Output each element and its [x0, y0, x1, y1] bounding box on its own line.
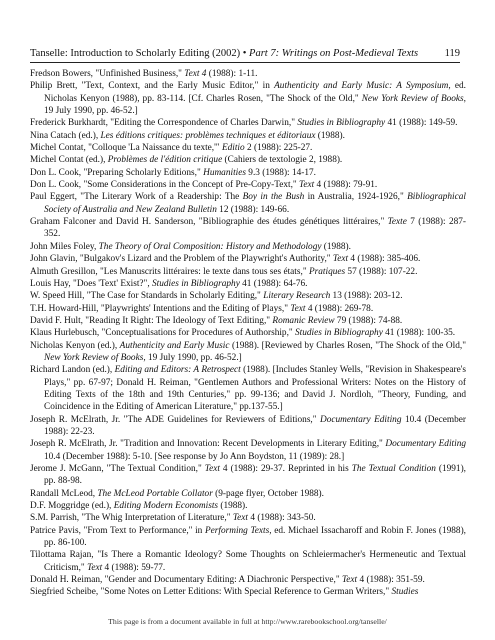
reference-entry [30, 266, 466, 278]
reference-text: Patrice Pavis, "From Text to Performance," in [30, 525, 205, 536]
reference-text: John Miles Foley, [30, 241, 99, 252]
reference-text: Philip Brett, "Text, Context, and the Early Music Editor," in [30, 81, 275, 92]
reference-text: (1988). [218, 501, 248, 512]
reference-title-italic: Editing Modern Economists [113, 501, 219, 512]
reference-title-italic: Documentary Editing [320, 414, 402, 425]
reference-text: David F. Hult, "Reading It Right: The Ideology of Text Editing," [30, 315, 273, 326]
reference-title-italic: Authenticity and Early Music [119, 340, 230, 351]
reference-title-italic: Text [204, 464, 220, 474]
reference-text: Joseph R. McElrath, Jr. "Tradition and Innovation: Recent Developments in Literary Editing," [30, 439, 386, 450]
reference-text: , ed. Nicholas Kenyon (1988), pp. 83-114. [Cf. Charles Rosen, "The Shock of the Old," [44, 81, 466, 104]
reference-entry [30, 525, 466, 550]
reference-text: (1991), pp. 88-98. [44, 464, 466, 487]
reference-title-italic: Les éditions critiques: problèmes techniques et éditoriaux [100, 130, 316, 141]
reference-text: (1988). [Includes Stanley Wells, "Revision in Shakespeare's Plays," pp. 67-97; Donald H. Reiman, "Gentlemen Authors and Professional Writers: Notes on the History of Editing Texts of the 18th and 19th Centuries," pp. 99-136; and David J. Nordloh, "Theory, Funding, and Coincidence in the Editing of American Literature," pp.137-55.] [44, 365, 467, 413]
reference-text: 79 (1988): 74-88. [334, 315, 403, 326]
reference-text: Siegfried Scheibe, "Some Notes on Letter Editions: With Special Reference to German Writers," [30, 587, 392, 598]
reference-entry [30, 463, 466, 488]
page-footer: This page is from a document available in full at http://www.rarebookschool.org/tanselle/ [108, 617, 387, 626]
reference-entry [30, 586, 466, 598]
reference-text: W. Speed Hill, "The Case for Standards in Scholarly Editing," [30, 291, 264, 302]
reference-title-italic: Documentary Editing [385, 439, 466, 450]
page-number: 119 [444, 48, 460, 59]
reference-text: 7 (1988): 287-352. [44, 217, 466, 240]
reference-entry [30, 574, 466, 586]
reference-text: , 19 July 1990, pp. 46-52.] [143, 352, 242, 363]
reference-text: Don L. Cook, "Preparing Scholarly Editions," [30, 167, 204, 178]
reference-title-italic: Text [332, 254, 349, 265]
reference-text: (1988): 1-11. [206, 69, 258, 79]
reference-title-italic: The Theory of Oral Composition: History and Methodology [98, 241, 322, 252]
reference-entry [30, 241, 466, 253]
reference-title-italic: Studies [391, 587, 419, 598]
reference-text: 41 (1988): 100-35. [382, 328, 456, 339]
reference-text: John Glavin, "Bulgakov's Lizard and the Problem of the Playwright's Authority," [30, 254, 333, 265]
reference-text: 9.3 (1988): 14-17. [245, 167, 316, 178]
header-section-title: Part 7: Writings on Post-Medieval Texts [249, 48, 419, 59]
reference-entry [30, 512, 466, 524]
reference-text: Nina Catach (ed.), [30, 130, 101, 141]
reference-text: Frederick Burkhardt, "Editing the Correspondence of Charles Darwin," [30, 118, 298, 129]
reference-text: (Cahiers de textologie 2, 1988). [222, 155, 343, 166]
reference-text: 4 (1988): 79-91. [314, 180, 378, 191]
reference-title-italic: Studies in Bibliography [295, 328, 383, 339]
header-bullet: • [242, 48, 247, 59]
reference-entry [30, 500, 466, 512]
reference-text: Donald H. Reiman, "Gender and Documentary Editing: A Diachronic Perspective," [30, 575, 342, 586]
reference-title-italic: Editing and Editors: A Retrospect [114, 365, 241, 376]
reference-title-italic: Boy in the Bush [242, 192, 305, 203]
reference-entry [30, 438, 466, 463]
reference-text: Louis Hay, "Does 'Text' Exist?", [30, 278, 153, 289]
reference-text: , ed. Michael Issacharoff and Robin F. Jones (1988), pp. 86-100. [44, 525, 467, 549]
reference-text: Richard Landon (ed.), [30, 365, 115, 376]
reference-title-italic: Humanities [203, 167, 246, 178]
reference-title-italic: Problèmes de l'édition critique [107, 155, 223, 166]
reference-text: Paul Eggert, "The Literary Work of a Readership: The [30, 192, 243, 203]
reference-title-italic: Literary Research [263, 291, 331, 302]
reference-text: S.M. Parrish, "The Whig Interpretation of Literature," [30, 513, 233, 524]
reference-title-italic: Romanic Review [272, 315, 335, 326]
reference-text: (9-page flyer, October 1988). [212, 488, 324, 499]
reference-text: 57 (1988): 107-22. [345, 266, 418, 277]
reference-text: (1988). [Reviewed by Charles Rosen, "The Shock of the Old," [229, 340, 466, 351]
reference-entry [30, 488, 466, 500]
reference-text: 12 (1988): 149-66. [216, 204, 290, 215]
reference-text: T.H. Howard-Hill, "Playwrights' Intentions and the Editing of Plays," [30, 303, 291, 314]
reference-entry [30, 278, 466, 290]
reference-entry [30, 315, 466, 327]
reference-text: Graham Falconer and David H. Sanderson, "Bibliographie des études génétiques littéraires," [30, 217, 388, 228]
reference-text: Michel Contat (ed.), [30, 155, 108, 166]
reference-title-italic: Text [87, 562, 103, 573]
reference-title-italic: Texte [387, 217, 407, 228]
reference-text: in Australia, 1924-1926," [304, 192, 408, 203]
reference-entry [30, 191, 466, 216]
reference-title-italic: Studies in Bibliography [152, 278, 240, 289]
reference-title-italic: The Textual Condition [351, 464, 436, 474]
reference-entry [30, 303, 466, 315]
reference-text: 13 (1988): 203-12. [330, 291, 403, 302]
reference-title-italic: Editio [221, 143, 245, 154]
reference-text: 4 (1988): 385-406. [348, 254, 421, 265]
reference-title-italic: Text [232, 513, 249, 524]
reference-title-italic: Authenticity and Early Music: A Symposium [274, 81, 449, 92]
reference-entry [30, 340, 466, 365]
reference-text: Tilottama Rajan, "Is There a Romantic Ideology? Some Thoughts on Schleiermacher's Hermeneutic and Textual Criticism," [30, 550, 466, 573]
reference-text: Almuth Gresillon, "Les Manuscrits littéraires: le texte dans tous ses états," [30, 266, 309, 277]
reference-entry [30, 290, 466, 302]
reference-entry [30, 80, 466, 117]
reference-text: (1988). [321, 241, 351, 252]
reference-title-italic: New York Review of Books [44, 352, 144, 363]
reference-text: Joseph R. McElrath, Jr. "The ADE Guidelines for Reviewers of Editions," [30, 414, 321, 425]
reference-title-italic: Text [290, 303, 306, 314]
reference-entry [30, 68, 466, 80]
reference-title-italic: Text 4 [184, 69, 207, 79]
reference-entry [30, 327, 466, 339]
reference-text: Randall McLeod, [30, 488, 98, 499]
running-header [30, 47, 460, 60]
reference-entry [30, 167, 466, 179]
reference-text: 4 (1988): 29-37. Reprinted in his [219, 464, 352, 474]
reference-title-italic: Text [299, 180, 315, 191]
reference-title-italic: Pratiques [308, 266, 346, 277]
reference-text: , 19 July 1990, pp. 46-52.] [44, 93, 466, 117]
reference-entry [30, 130, 466, 142]
header-rule [30, 62, 460, 63]
reference-text: 4 (1988): 343-50. [248, 513, 316, 524]
reference-text: Michel Contat, "Colloque 'La Naissance du texte,'" [30, 143, 222, 154]
reference-entry [30, 253, 466, 265]
reference-text: Jerome J. McGann, "The Textual Condition," [30, 464, 205, 474]
reference-text: Klaus Hurlebusch, "Conceptualisations for Procedures of Authorship," [30, 328, 296, 339]
reference-text: Fredson Bowers, "Unfinished Business," [30, 69, 185, 79]
reference-title-italic: New York Review of Books [361, 93, 464, 104]
reference-entry [30, 179, 466, 191]
reference-text: 4 (1988): 269-78. [305, 303, 374, 314]
reference-title-italic: Bibliographical Society of Australia and New Zealand Bulletin [44, 192, 466, 215]
reference-entry [30, 364, 466, 413]
reference-entry [30, 154, 466, 166]
reference-entry [30, 117, 466, 129]
reference-title-italic: Text [341, 575, 358, 586]
reference-text: Nicholas Kenyon (ed.), [30, 340, 120, 351]
reference-text: 2 (1988): 225-27. [244, 143, 313, 154]
reference-text: Don L. Cook, "Some Considerations in the Concept of Pre-Copy-Text," [30, 180, 300, 191]
reference-text: D.F. Moggridge (ed.), [30, 501, 114, 512]
reference-text: 10.4 (December 1988): 22-23. [44, 414, 466, 437]
reference-entry [30, 216, 466, 241]
reference-text: 41 (1988): 149-59. [385, 118, 458, 129]
reference-text: 4 (1988): 351-59. [357, 575, 425, 586]
reference-title-italic: Performing Texts [204, 525, 270, 536]
reference-text: 10.4 (December 1988): 5-10. [See response by Jo Ann Boydston, 11 (1989): 28.] [44, 451, 345, 462]
reference-text: (1988). [315, 130, 345, 141]
reference-entry [30, 414, 466, 439]
reference-title-italic: Studies in Bibliography [297, 118, 386, 129]
reference-entry [30, 142, 466, 154]
reference-title-italic: The McLeod Portable Collator [97, 488, 213, 499]
reference-text: 41 (1988): 64-76. [239, 278, 308, 289]
reference-text: 4 (1988): 59-77. [102, 562, 166, 573]
reference-list [30, 68, 466, 599]
header-book-title: Tanselle: Introduction to Scholarly Editing (2002) [30, 48, 241, 59]
reference-entry [30, 549, 466, 574]
